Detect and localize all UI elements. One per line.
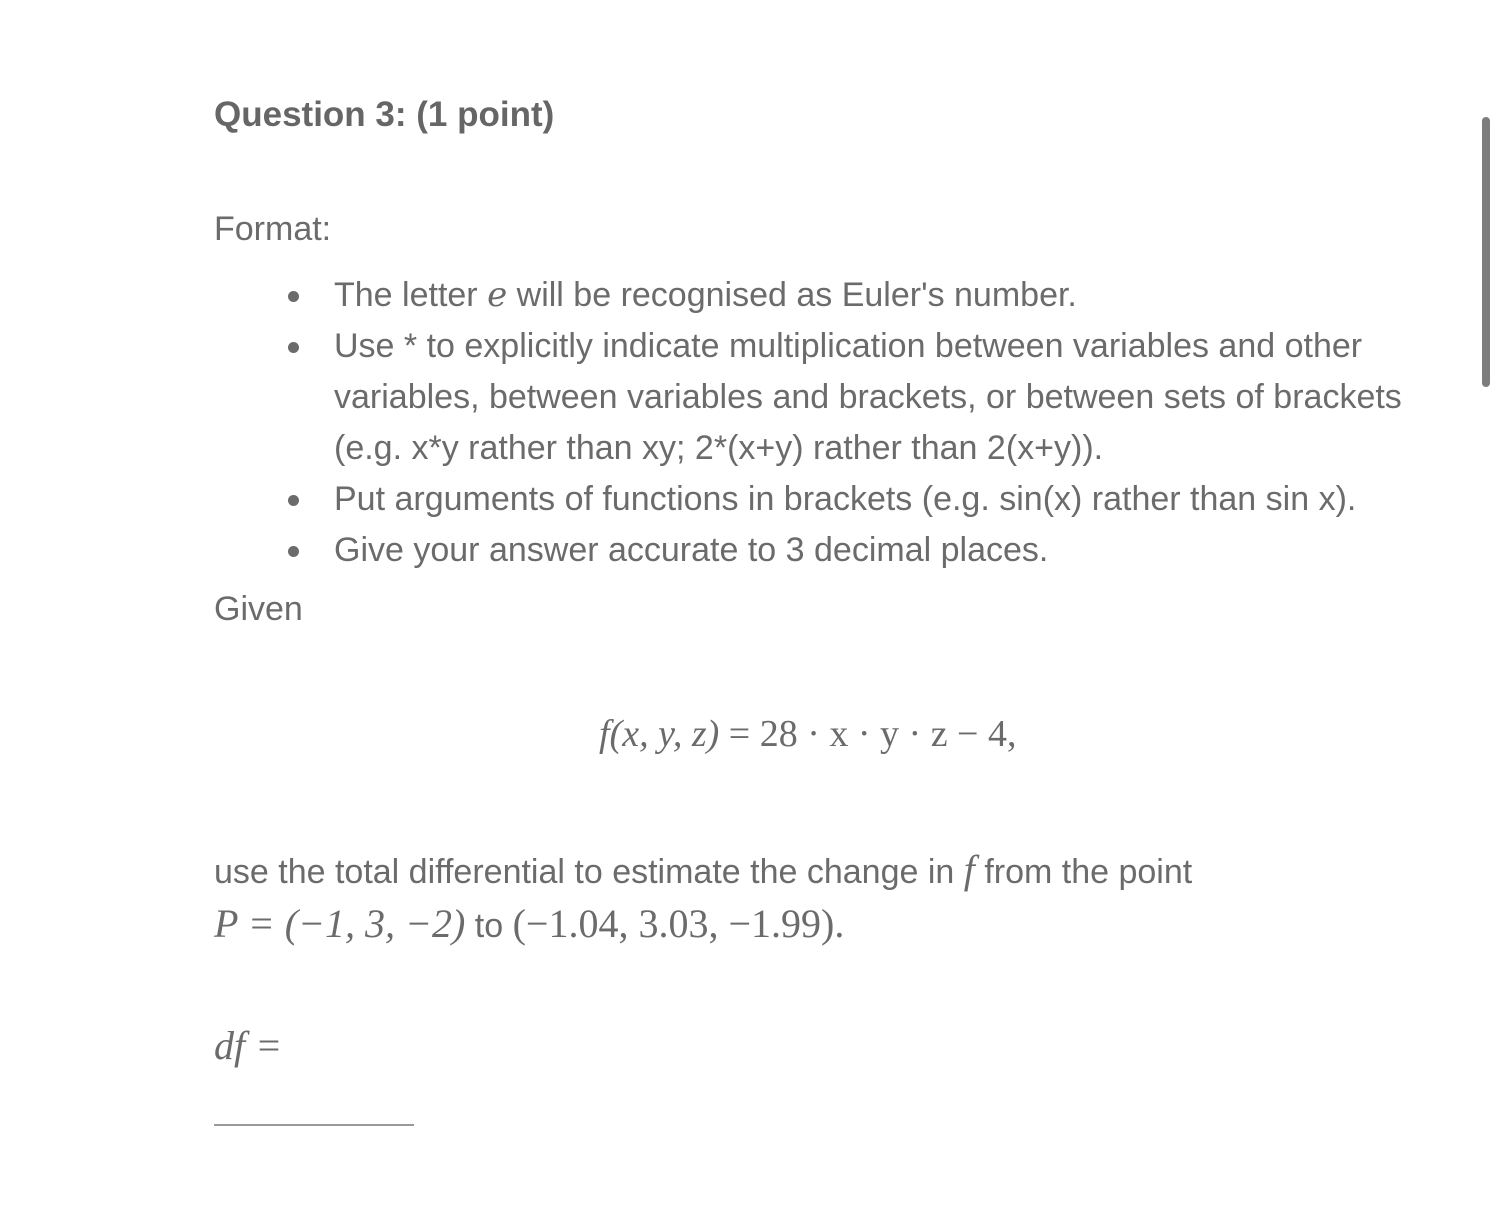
rule-2-text: Use * to explicitly indicate multiplication between variables and other variables, between variables and brackets, or between sets of brackets (e.g. x*y rather than xy; 2*(x+y) rather than 2(x+y)).	[334, 327, 1402, 467]
list-item	[214, 525, 1474, 576]
bullet-icon	[288, 291, 299, 302]
question-title: Question 3: (1 point)	[214, 95, 555, 134]
point-q: (−1.04, 3.03, −1.99)	[512, 901, 835, 946]
rule-4-text: Give your answer accurate to 3 decimal places.	[334, 531, 1049, 569]
list-item	[214, 321, 1474, 474]
answer-label	[214, 1022, 282, 1069]
format-label: Format:	[214, 210, 332, 248]
f-symbol: f	[963, 847, 975, 892]
instruction-part-2: from the point	[974, 853, 1193, 891]
given-label: Given	[214, 590, 303, 628]
to-word: to	[465, 907, 513, 945]
bullet-icon	[288, 546, 299, 557]
rule-3-text: Put arguments of functions in brackets (e.g. sin(x) rather than sin x).	[334, 480, 1357, 518]
function-equation	[599, 712, 1017, 756]
list-item	[214, 270, 1474, 321]
sentence-end: .	[834, 901, 845, 946]
rule-1-before: The letter	[334, 276, 488, 314]
rule-1-after: will be recognised as Euler's number.	[507, 276, 1077, 314]
instruction-text	[214, 844, 1474, 952]
equation-lhs: f(x, y, z)	[599, 713, 720, 755]
bullet-icon	[288, 495, 299, 506]
scrollbar-thumb[interactable]	[1482, 117, 1490, 387]
format-rules-list	[214, 270, 1474, 576]
bullet-icon	[288, 342, 299, 353]
instruction-part-1: use the total differential to estimate the change in	[214, 853, 964, 891]
euler-symbol: e	[487, 275, 508, 315]
list-item	[214, 474, 1474, 525]
df-label: df =	[214, 1023, 283, 1068]
answer-input[interactable]	[214, 1082, 414, 1126]
point-p: P = (−1, 3, −2)	[214, 901, 466, 946]
equation-rhs: = 28 · x · y · z − 4,	[728, 713, 1017, 755]
